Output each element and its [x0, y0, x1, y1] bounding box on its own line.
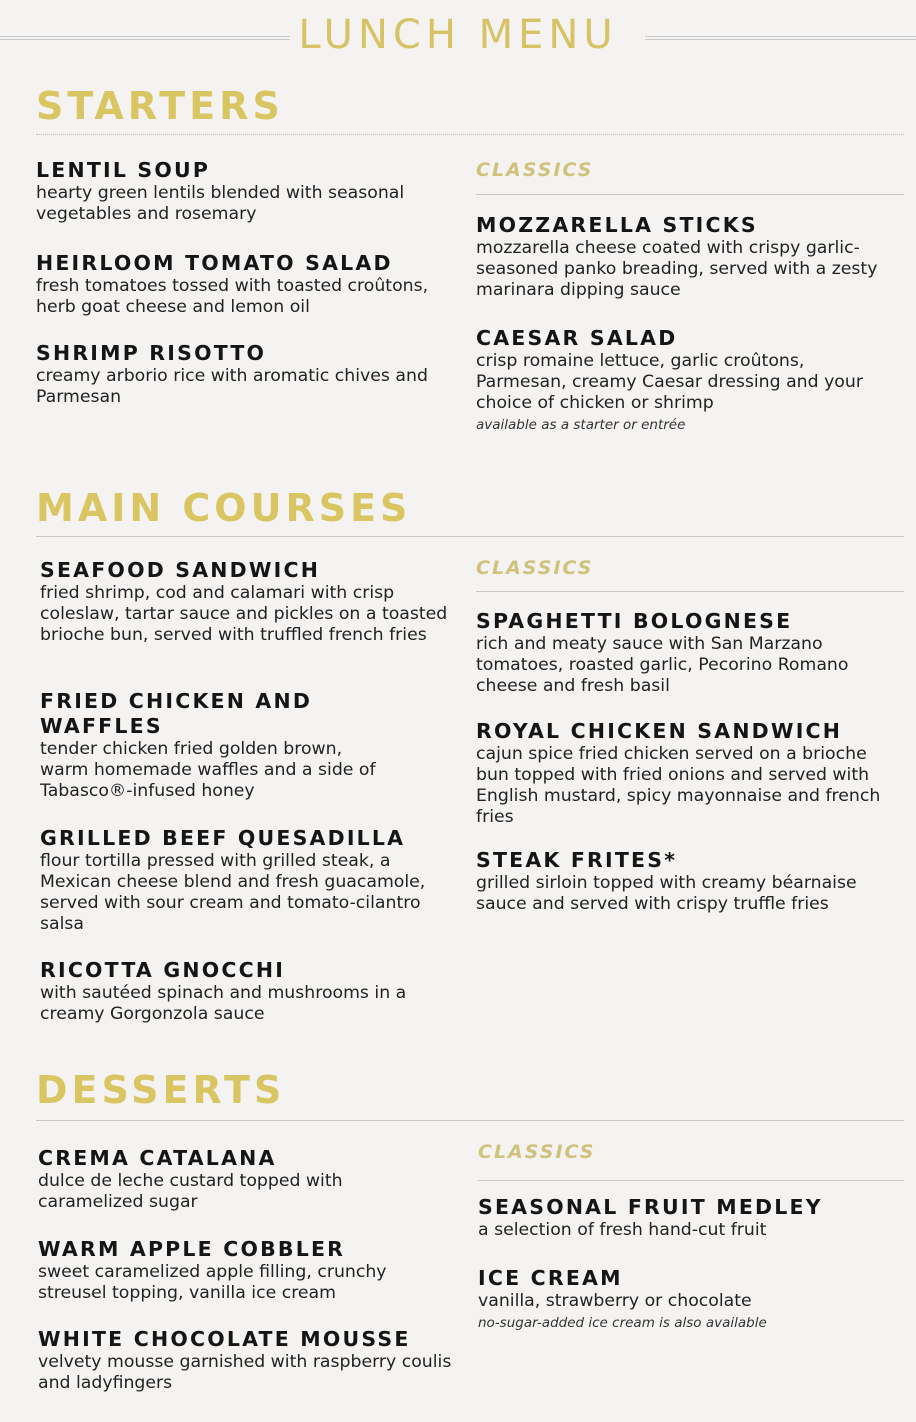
classics-divider [478, 1180, 904, 1181]
section-divider [36, 536, 904, 537]
menu-item [476, 326, 876, 433]
item-name: SPAGHETTI BOLOGNESE [476, 609, 793, 633]
menu-item [40, 826, 450, 935]
item-description: flour tortilla pressed with grilled steak, a Mexican cheese blend and fresh guacamole, served with sour cream and tomato-cilantro salsa [40, 851, 426, 934]
item-name: CREMA CATALANA [38, 1146, 277, 1170]
item-description: a selection of fresh hand-cut fruit [478, 1220, 767, 1240]
item-name: HEIRLOOM TOMATO SALAD [36, 251, 393, 275]
item-name: SHRIMP RISOTTO [36, 341, 267, 365]
item-name: RICOTTA GNOCCHI [40, 958, 286, 982]
item-name: GRILLED BEEF QUESADILLA [40, 826, 406, 850]
item-description: fried shrimp, cod and calamari with crisp coleslaw, tartar sauce and pickles on a toasted brioche bun, served with truffled french fries [40, 583, 448, 645]
item-description: cajun spice fried chicken served on a brioche bun topped with fried onions and served with English mustard, spicy mayonnaise and french fries [476, 744, 881, 827]
item-name: FRIED CHICKEN AND WAFFLES [40, 689, 313, 738]
classics-label: CLASSICS [476, 159, 594, 181]
item-description: sweet caramelized apple filling, crunchy streusel topping, vanilla ice cream [38, 1262, 387, 1303]
item-description: vanilla, strawberry or chocolate [478, 1291, 752, 1311]
item-name: WHITE CHOCOLATE MOUSSE [38, 1327, 411, 1351]
item-note: available as a starter or entrée [476, 417, 686, 433]
menu-title: LUNCH MENU [298, 12, 618, 58]
menu-item [476, 213, 896, 301]
menu-item [36, 251, 446, 318]
item-description: creamy arborio rice with aromatic chives and Parmesan [36, 366, 428, 407]
section-heading-main-courses: MAIN COURSES [36, 486, 412, 530]
classics-label: CLASSICS [478, 1141, 596, 1163]
item-name: MOZZARELLA STICKS [476, 213, 758, 237]
item-name: WARM APPLE COBBLER [38, 1237, 346, 1261]
item-description: tender chicken fried golden brown, warm homemade waffles and a side of Tabasco®-infused honey [40, 739, 376, 801]
item-description: rich and meaty sauce with San Marzano tomatoes, roasted garlic, Pecorino Romano cheese and fresh basil [476, 634, 849, 696]
menu-item [478, 1266, 898, 1331]
menu-item [476, 719, 896, 828]
section-heading-desserts: DESSERTS [36, 1068, 286, 1112]
section-divider [36, 1120, 904, 1121]
item-description: dulce de leche custard topped with caramelized sugar [38, 1171, 343, 1212]
item-description: velvety mousse garnished with raspberry coulis and ladyfingers [38, 1352, 452, 1393]
item-name: CAESAR SALAD [476, 326, 678, 350]
menu-item [40, 689, 380, 802]
menu-item [478, 1195, 898, 1241]
item-name: STEAK FRITES* [476, 848, 678, 872]
section-heading-starters: STARTERS [36, 84, 284, 128]
menu-item [38, 1327, 458, 1394]
menu-item [38, 1237, 428, 1304]
item-description: fresh tomatoes tossed with toasted croûtons, herb goat cheese and lemon oil [36, 276, 429, 317]
menu-item [40, 958, 450, 1025]
item-description: crisp romaine lettuce, garlic croûtons, Parmesan, creamy Caesar dressing and your choice of chicken or shrimp [476, 351, 863, 413]
classics-label: CLASSICS [476, 557, 594, 579]
menu-item [36, 158, 446, 225]
menu-item [38, 1146, 398, 1213]
item-name: ROYAL CHICKEN SANDWICH [476, 719, 843, 743]
menu-item [40, 558, 450, 646]
classics-divider [476, 194, 904, 195]
menu-item [476, 609, 896, 697]
item-description: with sautéed spinach and mushrooms in a creamy Gorgonzola sauce [40, 983, 407, 1024]
item-name: SEASONAL FRUIT MEDLEY [478, 1195, 823, 1219]
menu-item [476, 848, 896, 915]
item-description: mozzarella cheese coated with crispy garlic-seasoned panko breading, served with a zesty marinara dipping sauce [476, 238, 878, 300]
menu-item [36, 341, 446, 408]
item-name: ICE CREAM [478, 1266, 623, 1290]
item-name: SEAFOOD SANDWICH [40, 558, 321, 582]
section-divider [36, 134, 904, 135]
item-description: hearty green lentils blended with seasonal vegetables and rosemary [36, 183, 405, 224]
item-note: no-sugar-added ice cream is also available [478, 1315, 767, 1331]
item-name: LENTIL SOUP [36, 158, 211, 182]
item-description: grilled sirloin topped with creamy béarnaise sauce and served with crispy truffle fries [476, 873, 857, 914]
classics-divider [476, 591, 904, 592]
